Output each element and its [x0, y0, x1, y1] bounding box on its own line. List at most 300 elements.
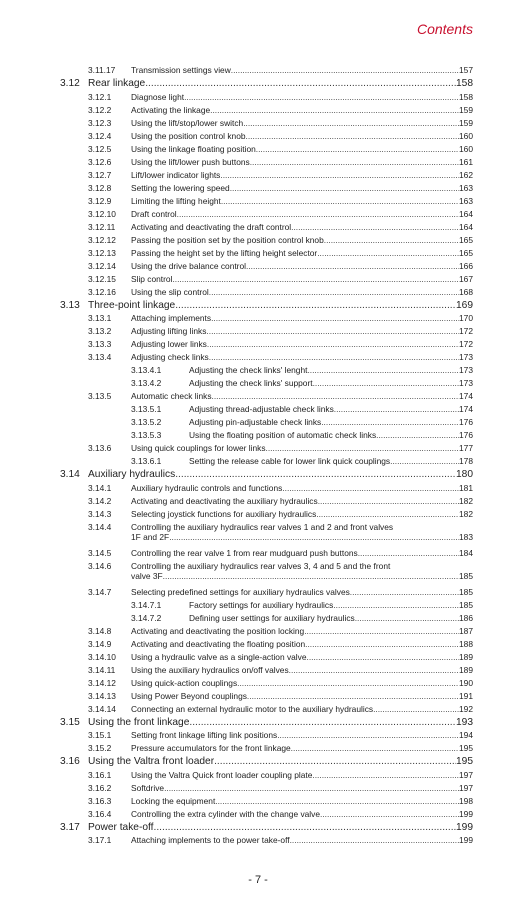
toc-entry-title-line [131, 247, 473, 260]
toc-entry-title: Passing the position set by the position control knob [131, 234, 324, 245]
toc-leader-dots [247, 690, 459, 703]
toc-entry[interactable] [0, 299, 516, 313]
toc-entry-title-line [131, 547, 473, 560]
toc-entry-page: 185 [459, 599, 473, 610]
toc-entry-page: 197 [459, 782, 473, 793]
toc-entry-number: 3.12.1 [88, 91, 112, 102]
toc-entry-title-line [131, 312, 473, 325]
toc-entry-number: 3.12.9 [88, 195, 112, 206]
toc-entry-title-line [131, 677, 473, 690]
toc-entry[interactable] [0, 521, 516, 547]
toc-leader-dots [220, 169, 459, 182]
toc-entry-number: 3.17.1 [88, 835, 112, 845]
toc-entry[interactable] [0, 703, 516, 716]
page-number: - 7 - [248, 874, 268, 886]
toc-leader-dots [250, 156, 459, 169]
toc-entry-title-second-line: 1F and 2F [131, 532, 170, 542]
page-header-title: Contents [416, 21, 473, 37]
toc-leader-dots [163, 571, 459, 582]
toc-entry[interactable] [0, 377, 516, 390]
toc-entry-title-line [189, 599, 473, 612]
toc-entry-number: 3.12.2 [88, 104, 112, 115]
toc-entry[interactable] [0, 586, 516, 599]
toc-entry-number: 3.16 [60, 756, 80, 767]
toc-entry-number: 3.15.1 [88, 730, 112, 740]
toc-entry-page: 158 [459, 91, 473, 102]
toc-entry[interactable] [0, 260, 516, 273]
toc-entry[interactable] [0, 729, 516, 742]
toc-entry-title-line [131, 782, 473, 795]
toc-entry-page: 174 [459, 404, 473, 414]
toc-entry[interactable] [0, 351, 516, 364]
toc-entry-title: Defining user settings for auxiliary hydraulics [189, 612, 355, 623]
toc-leader-dots [307, 364, 459, 377]
toc-entry-title-line [131, 495, 473, 508]
toc-entry[interactable] [0, 468, 516, 482]
toc-entry-page: 169 [456, 299, 473, 311]
toc-entry-title: Setting front linkage lifting link positions [131, 730, 278, 740]
toc-entry-number: 3.14.12 [88, 677, 116, 688]
toc-entry-title-line [131, 664, 473, 677]
toc-entry-title: Activating and deactivating the floating position [131, 638, 306, 649]
toc-entry-page: 187 [459, 625, 473, 636]
toc-entry-title-line [131, 286, 473, 299]
toc-entry-title-line [131, 690, 473, 703]
toc-entry-title: Auxiliary hydraulic controls and functions [131, 482, 283, 493]
toc-entry[interactable] [0, 286, 516, 299]
toc-entry[interactable] [0, 677, 516, 690]
toc-leader-dots [209, 286, 459, 299]
toc-leader-dots [230, 182, 459, 195]
toc-leader-dots [212, 390, 459, 403]
toc-entry[interactable] [0, 834, 516, 847]
toc-entry-title-line [131, 143, 473, 156]
toc-entry-page: 167 [459, 273, 473, 284]
toc-entry-number: 3.15.2 [88, 743, 112, 753]
toc-entry-page: 160 [459, 143, 473, 154]
toc-leader-dots [373, 703, 459, 716]
toc-entry-title-line [131, 482, 473, 495]
toc-leader-dots [189, 716, 456, 730]
toc-entry-title-line [131, 234, 473, 247]
toc-entry-page: 162 [459, 169, 473, 180]
toc-entry-title: Adjusting check links [131, 352, 209, 362]
toc-entry[interactable] [0, 599, 516, 612]
toc-entry-page: 159 [459, 117, 473, 128]
toc-entry-number: 3.13.5.1 [131, 404, 162, 414]
toc-entry-title-line [131, 442, 473, 455]
toc-entry-title: Auxiliary hydraulics [88, 469, 176, 480]
toc-entry-title-line [131, 273, 473, 286]
toc-entry-number: 3.11.17 [88, 65, 116, 75]
toc-entry-title: Setting the release cable for lower link quick couplings [189, 456, 391, 466]
toc-entry-page: 186 [459, 612, 473, 623]
toc-entry[interactable] [0, 560, 516, 586]
toc-leader-dots [305, 638, 459, 651]
toc-entry-page: 181 [459, 482, 473, 493]
toc-leader-dots [266, 442, 459, 455]
toc-leader-dots [291, 221, 459, 234]
toc-entry[interactable] [0, 612, 516, 625]
toc-entry-page: 157 [459, 65, 473, 75]
toc-entry-title: Selecting joystick functions for auxiliary hydraulics [131, 508, 317, 519]
toc-entry[interactable] [0, 234, 516, 247]
toc-entry-number: 3.14.7 [88, 586, 112, 597]
toc-entry-number: 3.13.5.3 [131, 430, 162, 440]
toc-entry-page: 183 [459, 532, 473, 542]
toc-entry-page: 177 [459, 443, 473, 453]
toc-entry-page: 185 [459, 571, 473, 581]
toc-entry-title-line [131, 729, 473, 742]
toc-entry-page: 197 [459, 769, 473, 780]
toc-entry-page: 195 [456, 756, 473, 767]
toc-entry-number: 3.13.6 [88, 443, 112, 453]
toc-entry-title: Using the position control knob [131, 130, 246, 141]
toc-entry-title: Using the lift/lower push buttons [131, 156, 250, 167]
toc-entry-page: 172 [459, 326, 473, 336]
toc-entry-page: 173 [459, 378, 473, 388]
toc-entry-title-line [189, 416, 473, 429]
toc-leader-dots [243, 117, 459, 130]
toc-entry-page: 165 [459, 247, 473, 258]
toc-leader-dots [321, 416, 459, 429]
toc-entry-number: 3.12.11 [88, 221, 116, 232]
toc-entry[interactable] [0, 338, 516, 351]
toc-entry-page: 161 [459, 156, 473, 167]
toc-entry-title-line [131, 351, 473, 364]
toc-entry-page: 173 [459, 352, 473, 362]
toc-entry[interactable] [0, 769, 516, 782]
toc-leader-dots [307, 651, 460, 664]
toc-leader-dots [333, 599, 459, 612]
toc-entry[interactable] [0, 104, 516, 117]
toc-entry-title: Using the floating position of automatic check links [189, 430, 377, 440]
toc-entry[interactable] [0, 247, 516, 260]
toc-entry-title: Adjusting the check links' support [189, 378, 313, 388]
toc-entry[interactable] [0, 130, 516, 143]
toc-entry-title-line [131, 522, 473, 543]
toc-entry[interactable] [0, 495, 516, 508]
toc-leader-dots [316, 508, 459, 521]
toc-entry-title-line [131, 117, 473, 130]
toc-entry[interactable] [0, 508, 516, 521]
toc-entry-title: Selecting predefined settings for auxiliary hydraulics valves [131, 586, 350, 597]
toc-entry-title: Controlling the extra cylinder with the change valve [131, 808, 321, 819]
toc-entry[interactable] [0, 364, 516, 377]
toc-entry-title: Using Power Beyond couplings [131, 690, 247, 701]
toc-leader-dots [355, 612, 459, 625]
toc-entry-page: 168 [459, 286, 473, 297]
toc-leader-dots [256, 143, 459, 156]
toc-entry[interactable] [0, 77, 516, 91]
toc-entry[interactable] [0, 221, 516, 234]
toc-entry-title-line [131, 703, 473, 716]
toc-entry-number: 3.13.4.1 [131, 365, 162, 375]
toc-entry-title-line [131, 130, 473, 143]
toc-entry[interactable] [0, 808, 516, 821]
toc-entry-page: 164 [459, 221, 473, 232]
toc-leader-dots [390, 455, 459, 468]
toc-entry-number: 3.14.7.1 [131, 599, 162, 610]
toc-leader-dots [184, 91, 459, 104]
toc-entry-title: Limiting the lifting height [131, 195, 221, 206]
toc-entry[interactable] [0, 782, 516, 795]
toc-entry-title: Locking the equipment [131, 795, 216, 806]
toc-entry-number: 3.13.1 [88, 313, 112, 323]
toc-entry[interactable] [0, 755, 516, 769]
toc-leader-dots [164, 782, 459, 795]
toc-entry[interactable] [0, 403, 516, 416]
toc-entry-title: Using the slip control [131, 286, 209, 297]
toc-entry-page: 198 [459, 795, 473, 806]
toc-entry-title-continuation [131, 532, 473, 543]
toc-entry-title-line [88, 468, 473, 482]
toc-entry-page: 182 [459, 508, 473, 519]
toc-entry-page: 185 [459, 586, 473, 597]
toc-entry-title-line [131, 508, 473, 521]
toc-entry-number: 3.13.6.1 [131, 456, 162, 466]
toc-entry-title-line [131, 769, 473, 782]
toc-entry-page: 195 [459, 743, 473, 753]
toc-entry[interactable] [0, 429, 516, 442]
toc-entry-title: Diagnose light [131, 91, 185, 102]
toc-leader-dots [154, 821, 457, 835]
toc-entry-number: 3.13.5.2 [131, 417, 162, 427]
toc-entry[interactable] [0, 651, 516, 664]
toc-entry-title-line [131, 104, 473, 117]
toc-entry-title: Attaching implements [131, 313, 212, 323]
toc-entry[interactable] [0, 64, 516, 77]
toc-entry-number: 3.14.1 [88, 482, 112, 493]
toc-entry-page: 184 [459, 547, 473, 558]
toc-entry-title-line [131, 390, 473, 403]
toc-entry-number: 3.14.7.2 [131, 612, 162, 623]
toc-entry-page: 158 [456, 78, 473, 89]
toc-entry[interactable] [0, 143, 516, 156]
toc-entry-number: 3.14.4 [88, 521, 112, 532]
toc-leader-dots [304, 625, 459, 638]
toc-entry-title: Rear linkage [88, 78, 146, 89]
toc-leader-dots [214, 755, 456, 769]
toc-entry-title-line [131, 586, 473, 599]
toc-entry-page: 159 [459, 104, 473, 115]
toc-entry-number: 3.16.3 [88, 795, 112, 806]
toc-entry-title: Slip control [131, 273, 173, 284]
toc-entry[interactable] [0, 416, 516, 429]
toc-leader-dots [324, 234, 459, 247]
toc-entry[interactable] [0, 455, 516, 468]
toc-entry-title: Activating the linkage [131, 104, 211, 115]
toc-entry-number: 3.13.4.2 [131, 378, 162, 388]
toc-entry-title-continuation [131, 571, 473, 582]
toc-leader-dots [172, 273, 459, 286]
toc-entry-title: Using the Valtra front loader [88, 756, 215, 767]
toc-leader-dots [291, 742, 459, 755]
toc-entry[interactable] [0, 690, 516, 703]
toc-entry-title: Using quick couplings for lower links [131, 443, 266, 453]
toc-entry[interactable] [0, 156, 516, 169]
toc-entry-title: Activating and deactivating the draft control [131, 221, 292, 232]
toc-entry-title: Passing the height set by the lifting height selector [131, 247, 318, 258]
toc-entry[interactable] [0, 716, 516, 730]
toc-entry-title-line [131, 156, 473, 169]
toc-entry-title: Using the drive balance control [131, 260, 246, 271]
toc-entry-page: 194 [459, 730, 473, 740]
toc-entry[interactable] [0, 195, 516, 208]
toc-entry-title-line [131, 742, 473, 755]
toc-entry-page: 190 [459, 677, 473, 688]
toc-entry-number: 3.14.5 [88, 547, 112, 558]
toc-entry-title-line [131, 638, 473, 651]
toc-entry[interactable] [0, 482, 516, 495]
toc-entry-title: Draft control [131, 208, 177, 219]
toc-leader-dots [246, 130, 459, 143]
toc-entry-title: Using the lift/stop/lower switch [131, 117, 244, 128]
toc-entry[interactable] [0, 312, 516, 325]
toc-leader-dots [231, 64, 459, 77]
toc-entry-number: 3.12.14 [88, 260, 116, 271]
toc-leader-dots [350, 586, 459, 599]
toc-entry[interactable] [0, 821, 516, 835]
toc-entry-title: Automatic check links [131, 391, 212, 401]
toc-entry-title: Power take-off [88, 821, 154, 833]
toc-entry-page: 189 [459, 651, 473, 662]
toc-entry-page: 170 [459, 313, 473, 323]
toc-entry[interactable] [0, 638, 516, 651]
toc-leader-dots [211, 312, 459, 325]
toc-entry-page: 199 [459, 808, 473, 819]
toc-entry-number: 3.12.8 [88, 182, 112, 193]
toc-entry-title: Lift/lower indicator lights [131, 169, 221, 180]
toc-entry-number: 3.12.7 [88, 169, 112, 180]
toc-entry-title-line [131, 338, 473, 351]
toc-entry-title-line [131, 834, 473, 847]
toc-entry[interactable] [0, 664, 516, 677]
toc-entry[interactable] [0, 182, 516, 195]
toc-entry-page: 176 [459, 430, 473, 440]
toc-entry-title-line [131, 182, 473, 195]
toc-entry-page: 192 [459, 703, 473, 714]
toc-entry-number: 3.14.13 [88, 690, 116, 701]
toc-leader-dots [318, 495, 459, 508]
toc-entry-title-line [88, 77, 473, 91]
toc-entry-number: 3.14 [60, 469, 80, 480]
toc-leader-dots [358, 547, 459, 560]
toc-entry-page: 199 [456, 821, 473, 833]
toc-entry[interactable] [0, 742, 516, 755]
toc-entry[interactable] [0, 442, 516, 455]
toc-entry[interactable] [0, 91, 516, 104]
toc-entry-title-line [189, 364, 473, 377]
toc-entry-number: 3.12.12 [88, 234, 116, 245]
toc-entry-title: Softdrive [131, 782, 165, 793]
toc-entry-title: Three-point linkage [88, 299, 176, 311]
toc-leader-dots [334, 403, 459, 416]
toc-entry[interactable] [0, 625, 516, 638]
toc-leader-dots [277, 729, 459, 742]
toc-entry-title-line [189, 377, 473, 390]
toc-leader-dots [175, 468, 456, 482]
toc-entry-title-line [88, 716, 473, 730]
toc-entry-page: 173 [459, 365, 473, 375]
toc-entry-page: 160 [459, 130, 473, 141]
toc-leader-dots [313, 377, 459, 390]
toc-entry-number: 3.14.14 [88, 703, 116, 714]
toc-entry-title-line [131, 795, 473, 808]
toc-entry-title-line [189, 455, 473, 468]
toc-entry-page: 180 [456, 469, 473, 480]
toc-entry[interactable] [0, 547, 516, 560]
toc-entry-page: 182 [459, 495, 473, 506]
toc-leader-dots [145, 77, 456, 91]
toc-entry[interactable] [0, 169, 516, 182]
toc-entry-number: 3.14.2 [88, 495, 112, 506]
toc-entry-number: 3.12.4 [88, 130, 112, 141]
toc-entry-title-line [131, 208, 473, 221]
toc-entry-title-line [131, 91, 473, 104]
toc-entry-number: 3.14.6 [88, 560, 112, 571]
toc-entry-page: 176 [459, 417, 473, 427]
toc-entry-number: 3.13 [60, 299, 80, 311]
toc-entry-number: 3.12.15 [88, 273, 116, 284]
toc-entry-title: Activating and deactivating the position locking [131, 625, 305, 636]
toc-entry-number: 3.17 [60, 821, 80, 833]
toc-leader-dots [177, 208, 459, 221]
toc-entry-page: 191 [459, 690, 473, 701]
toc-entry-number: 3.12.13 [88, 247, 116, 258]
toc-entry[interactable] [0, 390, 516, 403]
toc-entry-title: Activating and deactivating the auxiliary hydraulics [131, 495, 318, 506]
toc-entry-number: 3.13.5 [88, 391, 112, 401]
toc-entry-title-line [131, 325, 473, 338]
toc-entry[interactable] [0, 325, 516, 338]
toc-entry-title-line [131, 260, 473, 273]
toc-entry[interactable] [0, 273, 516, 286]
toc-entry[interactable] [0, 117, 516, 130]
toc-entry-title-second-line: valve 3F [131, 571, 163, 581]
toc-entry-title-line [131, 808, 473, 821]
toc-entry-page: 172 [459, 339, 473, 349]
toc-entry-title: Using the auxiliary hydraulics on/off valves [131, 664, 289, 675]
toc-entry-number: 3.14.11 [88, 664, 116, 675]
toc-entry-title: Connecting an external hydraulic motor to the auxiliary hydraulics [131, 703, 374, 714]
toc-entry-title: Using quick-action couplings [131, 677, 238, 688]
toc-entry-title: Controlling the rear valve 1 from rear mudguard push buttons [131, 547, 358, 558]
toc-entry-title-line [131, 221, 473, 234]
toc-entry-number: 3.15 [60, 716, 80, 728]
toc-entry-title-line [131, 169, 473, 182]
toc-leader-dots [221, 195, 459, 208]
toc-entry-number: 3.12.6 [88, 156, 112, 167]
toc-entry-page: 165 [459, 234, 473, 245]
toc-leader-dots [290, 834, 459, 847]
toc-entry-number: 3.13.3 [88, 339, 112, 349]
toc-leader-dots [175, 299, 456, 313]
toc-entry-number: 3.12.10 [88, 208, 116, 219]
table-of-contents [0, 64, 516, 847]
toc-leader-dots [246, 260, 459, 273]
toc-entry[interactable] [0, 795, 516, 808]
toc-entry-title-line [88, 821, 473, 835]
toc-entry-number: 3.14.3 [88, 508, 112, 519]
toc-entry-title-line [88, 755, 473, 769]
toc-entry-number: 3.12.5 [88, 143, 112, 154]
toc-entry-title-line [131, 195, 473, 208]
toc-entry-page: 163 [459, 182, 473, 193]
toc-leader-dots [317, 247, 459, 260]
toc-entry-title: Pressure accumulators for the front linkage [131, 743, 291, 753]
toc-entry[interactable] [0, 208, 516, 221]
